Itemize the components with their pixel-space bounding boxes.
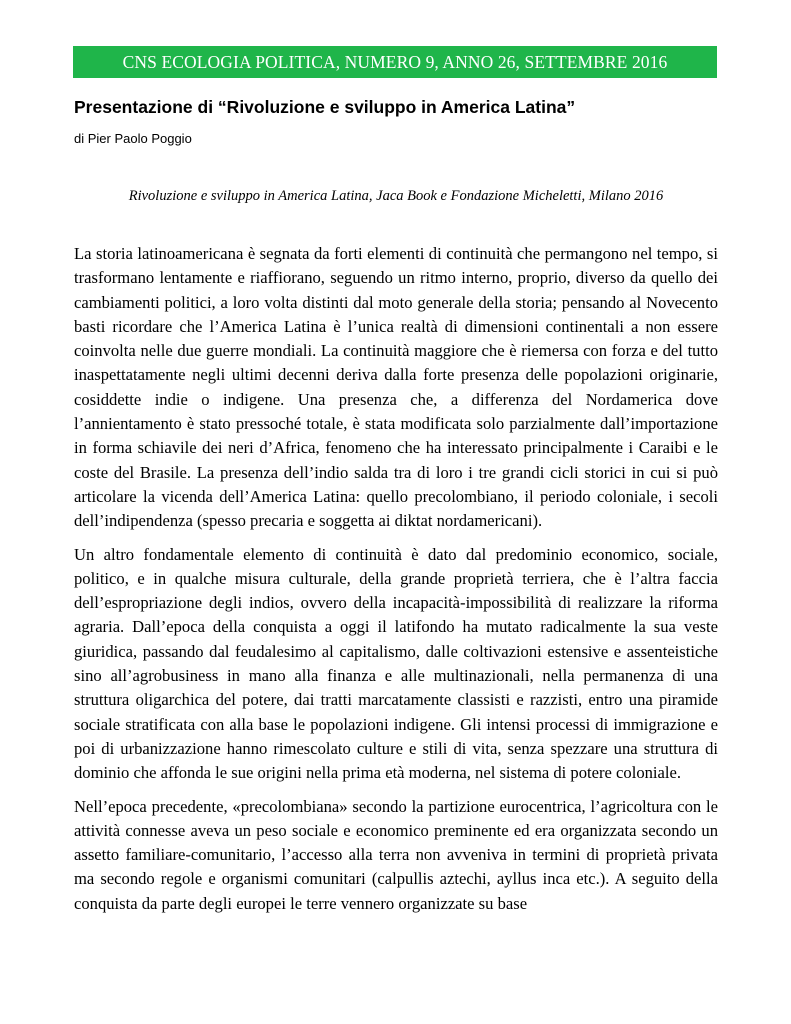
article-title: Presentazione di “Rivoluzione e sviluppo in America Latina” (74, 97, 576, 117)
body-paragraph: La storia latinoamericana è segnata da forti elementi di continuità che permangono nel tempo, si trasformano lentamente e riaffiorano, seguendo un ritmo interno, proprio, diverso da quello dei cambiamenti politici, a loro volta distinti dal moto generale della storia; pensando al Novecento basti ricordare che l’America Latina è l’unica realtà di dimensioni continentali a non essere coinvolta nelle due guerre mondiali. La continuità maggiore che è riemersa con forza e del tutto inaspettatamente negli ultimi decenni deriva dalla forte presenza delle popolazioni originarie, cosiddette indie o indigene. Una presenza che, a differenza del Nordamerica dove l’annientamento è stato pressoché totale, è stata modificata solo parzialmente dall’importazione in forma schiavile dei neri d’Africa, fenomeno che ha interessato principalmente i Caraibi e le coste del Brasile. La presenza dell’indio salda tra di loro i tre grandi cicli storici in cui si può articolare la vicenda dell’America Latina: quello precolombiano, il periodo coloniale, i secoli dell’indipendenza (spesso precaria e soggetta ai diktat nordamericani). (74, 244, 718, 531)
body-paragraph: Un altro fondamentale elemento di continuità è dato dal predominio economico, sociale, politico, e in qualche misura culturale, della grande proprietà terriera, che è l’altra faccia dell’espropriazione degli indios, ovvero della incapacità-impossibilità di realizzare la riforma agraria. Dall’epoca della conquista a oggi il latifondo ha mutato radicalmente la sua veste giuridica, passando dal feudalesimo al capitalismo, dalle coltivazioni estensive e assenteistiche sino all’agrobusiness in mano alla finanza e alle multinazionali, nella permanenza di una struttura oligarchica del potere, dai tratti marcatamente classisti e razzisti, entro una piramide sociale stratificata con alla base le popolazioni indigene. Gli intensi processi di immigrazione e poi di urbanizzazione hanno rimescolato culture e stili di vita, senza spezzare una struttura di dominio che affonda le sue origini nella prima età moderna, nel sistema di potere coloniale. (74, 544, 718, 783)
article-body (74, 242, 718, 925)
book-reference: Rivoluzione e sviluppo in America Latina, Jaca Book e Fondazione Micheletti, Milano 2016 (128, 188, 664, 204)
journal-banner: CNS ECOLOGIA POLITICA, NUMERO 9, ANNO 26, SETTEMBRE 2016 (73, 46, 717, 78)
article-author: di Pier Paolo Poggio (74, 131, 192, 146)
body-paragraph: Nell’epoca precedente, «precolombiana» secondo la partizione eurocentrica, l’agricoltura con le attività connesse aveva un peso sociale e economico preminente ed era organizzata secondo un assetto familiare-comunitario, l’accesso alla terra non avveniva in termini di proprietà privata ma secondo regole e organismi comunitari (calpullis aztechi, ayllus inca etc.). A seguito della conquista da parte degli europei le terre vennero organizzate su base (74, 796, 718, 913)
